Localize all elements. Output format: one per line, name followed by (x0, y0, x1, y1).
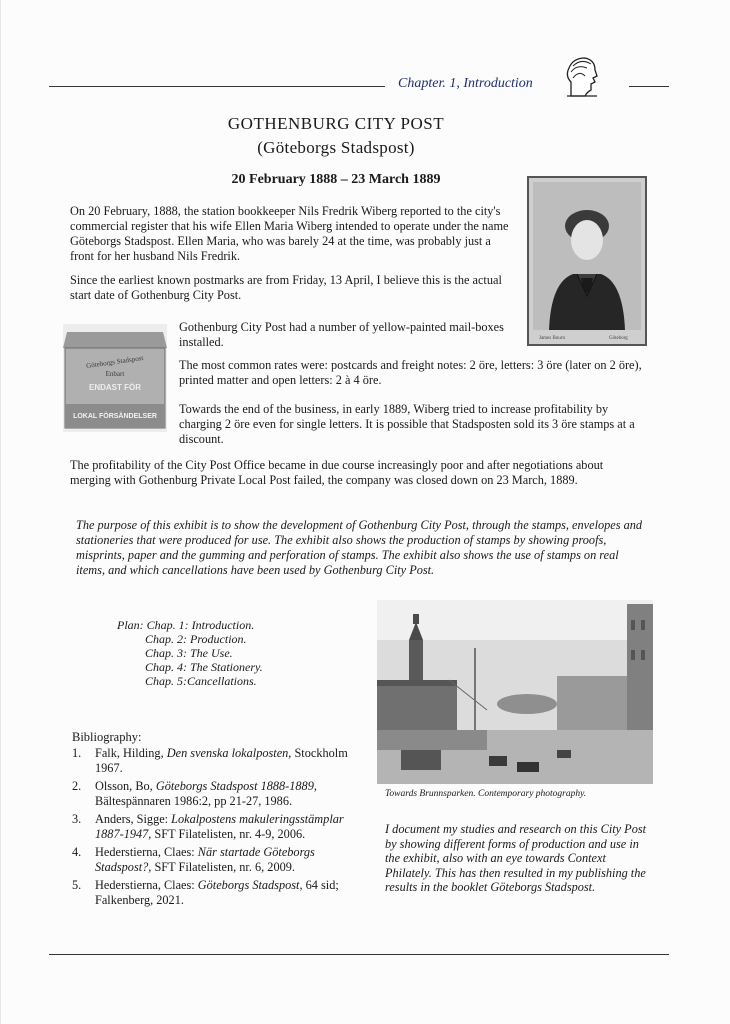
plan-item: Chap. 4: The Stationery. (145, 660, 263, 674)
plan-item: Chap. 5:Cancellations. (145, 674, 257, 688)
bibliography-item: 2. Olsson, Bo, Göteborgs Stadspost 1888-1889, Bältespännaren 1986:2, pp 21-27, 1986. (72, 779, 317, 808)
plan-item: Chap. 3: The Use. (145, 646, 233, 660)
plan-line-3 (117, 646, 317, 660)
page-title: GOTHENBURG CITY POST (227, 114, 445, 133)
plan-line-2 (117, 632, 317, 646)
head-profile-icon (557, 52, 605, 100)
portrait-caption-left: James Bourn (539, 336, 565, 341)
bibliography-item: 4. Hederstierna, Claes: När startade Göteborgs Stadspost?, SFT Filatelisten, nr. 6, 2009. (72, 845, 315, 874)
plan-line-4 (117, 660, 317, 674)
street-photo (377, 600, 653, 784)
purpose-statement: The purpose of this exhibit is to show the development of Gothenburg City Post, through the stamps, envelopes and stationeries that were produced for use. The exhibit also shows the production of stamps by showing proofs, misprints, paper and the gumming and perforation of stamps. The exhibit also shows the use of stamps on real items, and which cancellations have been used by Gothenburg City Post. (76, 518, 643, 577)
bibliography-item: 1. Falk, Hilding, Den svenska lokalposten, Stockholm 1967. (72, 746, 348, 775)
intro-paragraph-1: On 20 February, 1888, the station bookkeeper Nils Fredrik Wiberg reported to the city's commercial register that his wife Ellen Maria Wiberg intended to operate under the name Göteborgs Stadspost. Ellen Maria, who was barely 24 at the time, was probably just a front for her husband Nils Fredrik. (70, 204, 509, 263)
mailbox-line-3: ENDAST FÖR (89, 383, 141, 392)
portrait-photo (527, 176, 647, 346)
intro-paragraph-3: Gothenburg City Post had a number of yellow-painted mail-boxes installed. (179, 320, 504, 349)
plan-item: Chap. 1: Introduction. (146, 618, 255, 632)
bibliography-list (72, 746, 354, 911)
footer-rule (49, 954, 669, 955)
plan-label: Plan: (117, 618, 144, 632)
intro-paragraph-4: The most common rates were: postcards and freight notes: 2 öre, letters: 3 öre (later on 2 öre), printed matter and open letters: 2 à 4 öre. (179, 358, 642, 387)
plan-line-1 (117, 618, 317, 632)
bibliography-item: 5. Hederstierna, Claes: Göteborgs Stadspost, 64 sid; Falkenberg, 2021. (72, 878, 339, 907)
bibliography-item: 3. Anders, Sigge: Lokalpostens makuleringsstämplar 1887-1947, SFT Filatelisten, nr. 4-9, 2006. (72, 812, 344, 841)
street-photo-caption: Towards Brunnsparken. Contemporary photography. (385, 789, 587, 799)
plan-line-5 (117, 674, 317, 688)
plan-section (117, 618, 317, 688)
mailbox-line-1: Göteborgs Stadspost (85, 354, 144, 370)
date-range: 20 February 1888 – 23 March 1889 (231, 172, 441, 187)
page-subtitle: (Göteborgs Stadspost) (257, 138, 415, 157)
chapter-label: Chapter. 1, Introduction (398, 76, 533, 91)
mailbox-line-4: LOKAL FÖRSÄNDELSER (73, 413, 157, 420)
intro-paragraph-2: Since the earliest known postmarks are from Friday, 13 April, I believe this is the actual start date of Gothenburg City Post. (70, 273, 502, 302)
intro-paragraph-5: Towards the end of the business, in early 1889, Wiberg tried to increase profitability by charging 2 öre even for single letters. It is possible that Stadsposten sold its 3 öre stamps at a discount. (179, 402, 635, 446)
closing-statement: I document my studies and research on this City Post by showing different forms of production and use in the exhibit, also with an eye towards Context Philately. This has then resulted in my publishing the results in the booklet Göteborgs Stadspost. (385, 822, 647, 894)
bibliography-heading: Bibliography: (72, 730, 142, 744)
plan-item: Chap. 2: Production. (145, 632, 247, 646)
header-rule-right (629, 86, 669, 87)
intro-paragraph-6: The profitability of the City Post Office became in due course increasingly poor and after negotiations about merging with Gothenburg Private Local Post failed, the company was closed down on 23 March, 1889. (70, 458, 604, 487)
portrait-caption-right: Göteborg (609, 336, 628, 341)
header-rule-left (49, 86, 385, 87)
mailbox-line-2: Enbart (105, 370, 125, 378)
mailbox-photo (63, 324, 167, 432)
